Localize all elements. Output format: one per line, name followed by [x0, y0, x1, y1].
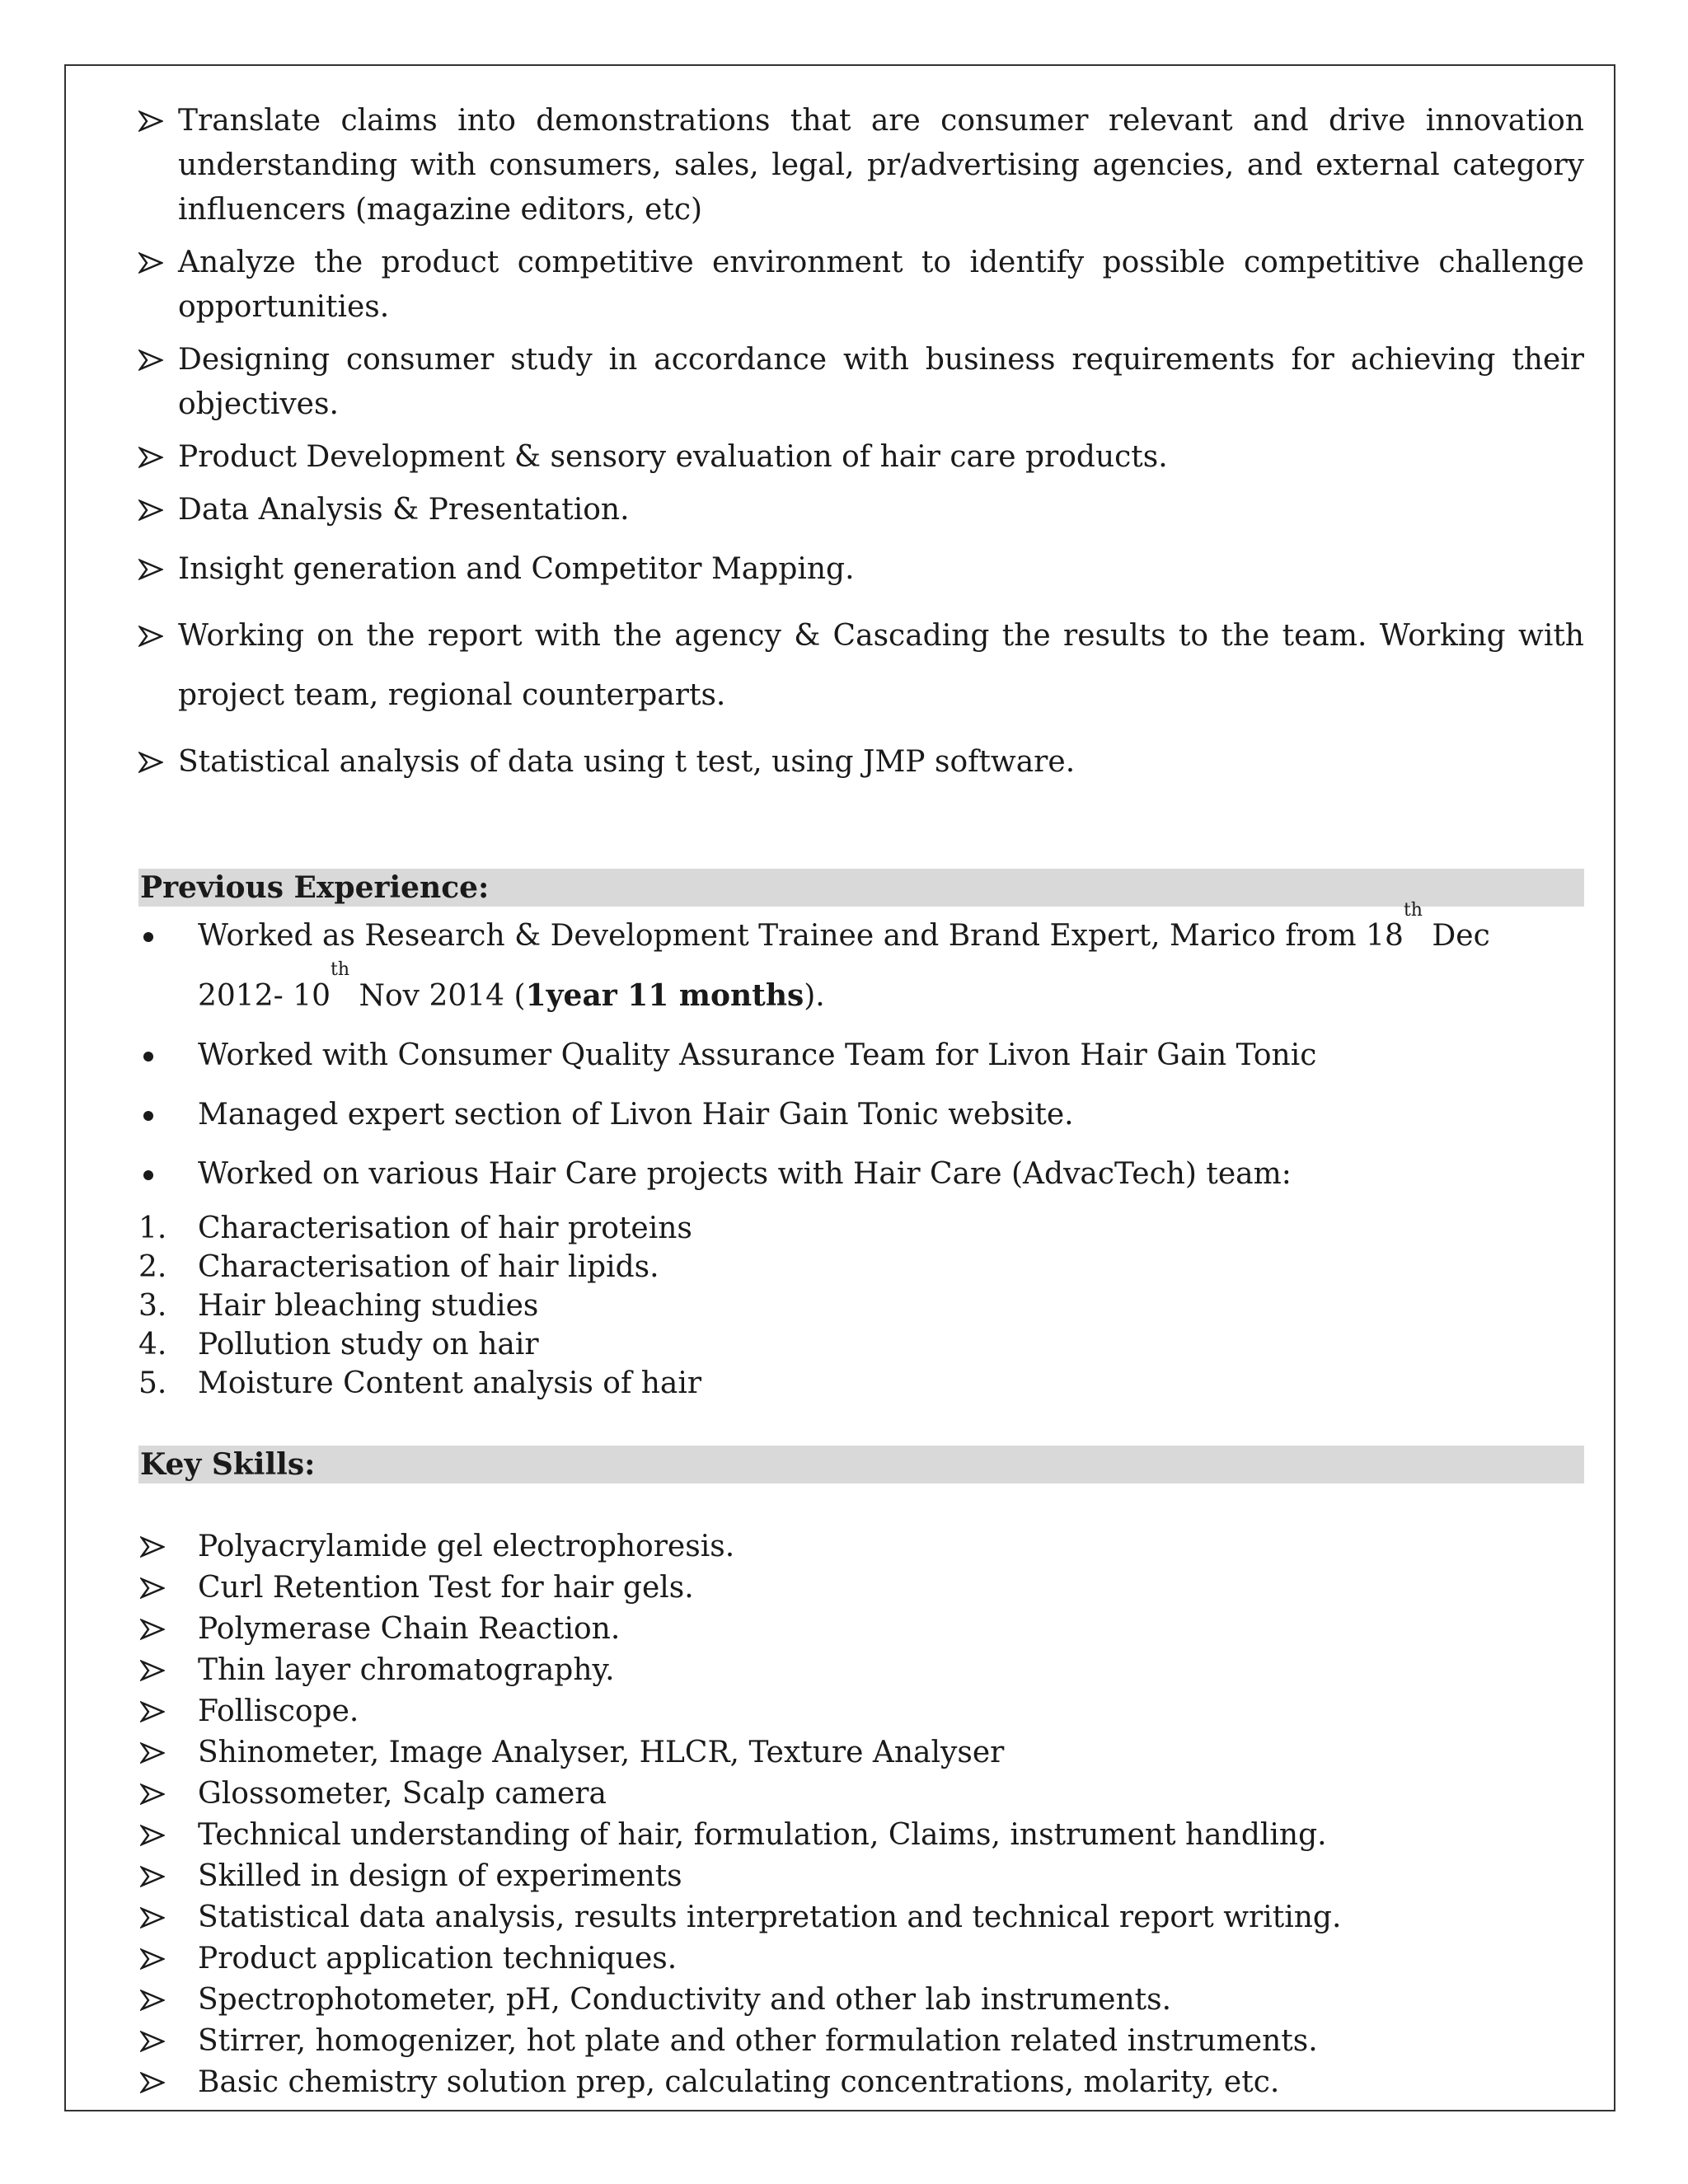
arrow-bullet-icon: [138, 338, 166, 382]
item-text: Polymerase Chain Reaction.: [198, 1612, 621, 1646]
list-item: [138, 900, 1584, 1026]
previous-experience-heading: Previous Experience:: [138, 869, 1584, 907]
item-text: Worked with Consumer Quality Assurance Team for Livon Hair Gain Tonic: [198, 1038, 1317, 1072]
list-item: [138, 1691, 1584, 1732]
item-text: Statistical analysis of data using t test, using JMP software.: [178, 745, 1076, 779]
item-text: Characterisation of hair lipids.: [198, 1250, 659, 1284]
list-item: [138, 1286, 1584, 1325]
item-text: Spectrophotometer, pH, Conductivity and other lab instruments.: [198, 1983, 1172, 2017]
list-item: [138, 1650, 1584, 1691]
arrow-bullet-icon: [138, 740, 166, 785]
bullet-dot-icon: [143, 1170, 153, 1180]
item-text: Worked on various Hair Care projects with Hair Care (AdvacTech) team:: [198, 1157, 1292, 1191]
item-text: Translate claims into demonstrations that are consumer relevant and drive innovation understanding with consumers, sales, legal, pr/advertising agencies, and external category influencers (magazine editors, etc): [178, 104, 1584, 227]
arrow-bullet-icon: [140, 1774, 168, 1815]
list-item: [138, 1526, 1584, 1568]
arrow-bullet-icon: [140, 1691, 168, 1732]
bullet-dot-icon: [143, 932, 153, 942]
bullet-dot-icon: [143, 1111, 153, 1121]
list-item: [138, 607, 1584, 725]
projects-list: [138, 1209, 1584, 1403]
item-text: Folliscope.: [198, 1694, 359, 1728]
item-text: Thin layer chromatography.: [198, 1653, 615, 1687]
arrow-bullet-icon: [140, 1980, 168, 2021]
arrow-bullet-icon: [138, 241, 166, 285]
arrow-bullet-icon: [138, 488, 166, 532]
list-item: [138, 1568, 1584, 1609]
list-item: [138, 1938, 1584, 1980]
item-text: Managed expert section of Livon Hair Gain Tonic website.: [198, 1098, 1074, 1132]
list-item: [138, 488, 1584, 532]
arrow-bullet-icon: [140, 1815, 168, 1856]
list-item: [138, 99, 1584, 232]
arrow-bullet-icon: [138, 547, 166, 592]
item-number: 5.: [138, 1366, 167, 1400]
page-border: [64, 64, 1615, 2111]
list-item: [138, 1815, 1584, 1856]
item-number: 3.: [138, 1289, 167, 1323]
bullet-dot-icon: [143, 1052, 153, 1062]
list-item: [138, 1980, 1584, 2021]
item-text: Characterisation of hair proteins: [198, 1212, 692, 1245]
item-text: Shinometer, Image Analyser, HLCR, Texture Analyser: [198, 1736, 1005, 1769]
item-text: Pollution study on hair: [198, 1328, 539, 1361]
arrow-bullet-icon: [140, 1897, 168, 1938]
item-text: Curl Retention Test for hair gels.: [198, 1571, 694, 1605]
item-number: 1.: [138, 1212, 167, 1245]
list-item: [138, 2021, 1584, 2062]
list-item: [138, 1325, 1584, 1364]
key-skills-list: [138, 1526, 1584, 2103]
item-text: Stirrer, homogenizer, hot plate and other formulation related instruments.: [198, 2024, 1318, 2058]
item-text: Glossometer, Scalp camera: [198, 1777, 607, 1811]
item-text: Skilled in design of experiments: [198, 1859, 682, 1893]
previous-experience-list: [138, 900, 1584, 1204]
arrow-bullet-icon: [140, 1938, 168, 1980]
item-text: Product application techniques.: [198, 1942, 678, 1975]
list-item: [138, 1209, 1584, 1248]
key-skills-heading: Key Skills:: [138, 1446, 1584, 1483]
arrow-bullet-icon: [138, 607, 166, 666]
list-item: [138, 740, 1584, 785]
responsibilities-list: [138, 99, 1584, 785]
list-item: [138, 338, 1584, 427]
arrow-bullet-icon: [140, 1609, 168, 1650]
list-item: [138, 1248, 1584, 1286]
item-text: Technical understanding of hair, formulation, Claims, instrument handling.: [198, 1818, 1327, 1852]
item-number: 2.: [138, 1250, 167, 1284]
list-item: [138, 435, 1584, 480]
arrow-bullet-icon: [138, 99, 166, 143]
list-item: [138, 1732, 1584, 1774]
list-item: [138, 1856, 1584, 1897]
item-text: Insight generation and Competitor Mapping.: [178, 552, 855, 586]
arrow-bullet-icon: [140, 2021, 168, 2062]
item-text: Moisture Content analysis of hair: [198, 1366, 702, 1400]
item-text: Worked as Research & Development Trainee and Brand Expert, Marico from 18th Dec 2012- 10th Nov 2014 (1year 11 months).: [198, 900, 1490, 1013]
list-item: [138, 241, 1584, 330]
item-text: Hair bleaching studies: [198, 1289, 539, 1323]
arrow-bullet-icon: [140, 1856, 168, 1897]
list-item: [138, 1774, 1584, 1815]
list-item: [138, 1145, 1584, 1204]
item-text: Designing consumer study in accordance with business requirements for achieving their objectives.: [178, 343, 1584, 421]
item-number: 4.: [138, 1328, 167, 1361]
list-item: [138, 1609, 1584, 1650]
arrow-bullet-icon: [140, 1732, 168, 1774]
item-text: Analyze the product competitive environment to identify possible competitive challenge opportunities.: [178, 246, 1584, 324]
item-text: Data Analysis & Presentation.: [178, 493, 630, 527]
resume-content: [138, 99, 1584, 2103]
arrow-bullet-icon: [140, 2062, 168, 2103]
list-item: [138, 1897, 1584, 1938]
item-text: Polyacrylamide gel electrophoresis.: [198, 1530, 735, 1563]
arrow-bullet-icon: [140, 1650, 168, 1691]
list-item: [138, 1026, 1584, 1085]
arrow-bullet-icon: [138, 435, 166, 480]
list-item: [138, 1085, 1584, 1145]
item-text: Working on the report with the agency & Cascading the results to the team. Working with project team, regional counterparts.: [178, 619, 1584, 712]
arrow-bullet-icon: [140, 1526, 168, 1568]
list-item: [138, 547, 1584, 592]
arrow-bullet-icon: [140, 1568, 168, 1609]
list-item: [138, 2062, 1584, 2103]
item-text: Basic chemistry solution prep, calculating concentrations, molarity, etc.: [198, 2065, 1280, 2099]
item-text: Product Development & sensory evaluation of hair care products.: [178, 440, 1168, 474]
list-item: [138, 1364, 1584, 1403]
item-text: Statistical data analysis, results interpretation and technical report writing.: [198, 1900, 1342, 1934]
duration-bold: 1year 11 months: [525, 978, 804, 1013]
